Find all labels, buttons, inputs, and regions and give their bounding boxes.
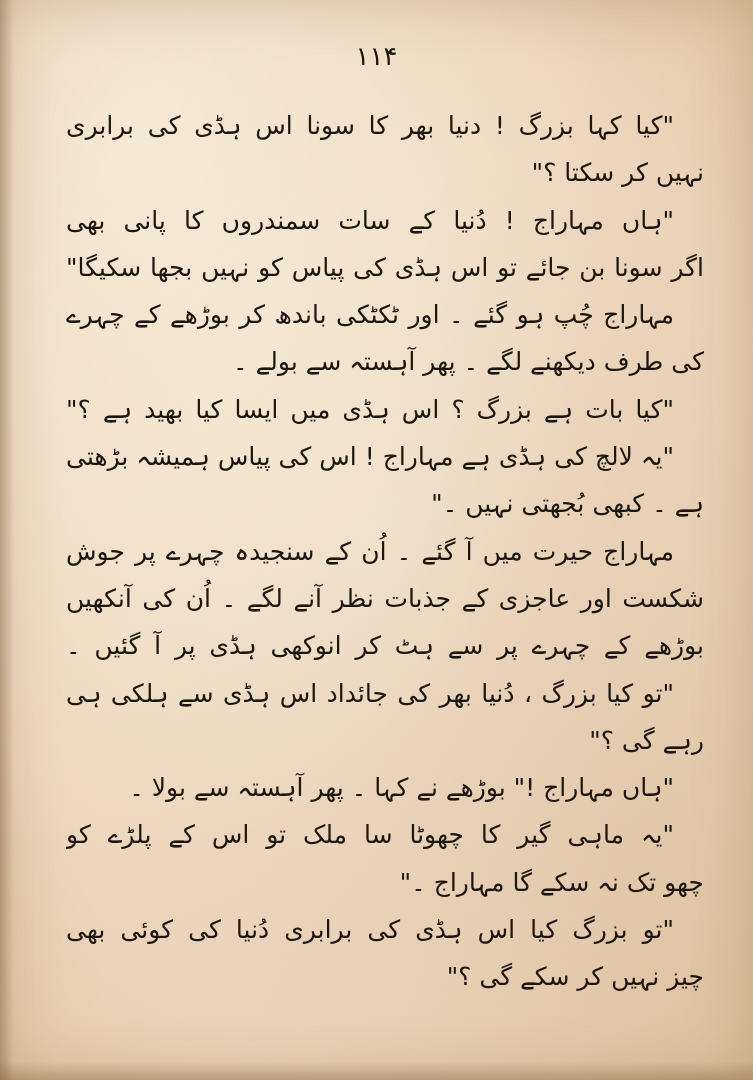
- text-body: [66, 102, 704, 1001]
- text-line: "ہاں مہاراج ! دُنیا کے سات سمندروں کا پانی بھی: [66, 205, 674, 235]
- text-line: اگر سونا بن جائے تو اس ہڈی کی پیاس کو نہیں بجھا سکیگا": [66, 252, 704, 282]
- text-line: چیز نہیں کر سکے گی ؟": [446, 962, 704, 992]
- text-line: "یہ ماہی گیر کا چھوٹا سا ملک تو اس کے پلڑے کو: [66, 820, 674, 850]
- text-line: کی طرف دیکھنے لگے ۔ پھر آہستہ سے بولے ۔: [233, 347, 704, 377]
- text-line: "ہاں مہاراج !" بوڑھے نے کہا ۔ پھر آہستہ سے بولا ۔: [129, 773, 674, 803]
- text-line: نہیں کر سکتا ؟": [531, 158, 704, 188]
- text-line: بوڑھے کے چہرے پر سے ہٹ کر انوکھی ہڈی پر آ گئیں ۔: [66, 631, 704, 661]
- text-line: چھو تک نہ سکے گا مہاراج ۔": [399, 867, 704, 897]
- page-bottom-shadow: [0, 1062, 753, 1080]
- text-line: مہاراج چُپ ہو گئے ۔ اور ٹکٹکی باندھ کر بوڑھے کے چہرے: [66, 300, 674, 330]
- text-line: "کیا کہا بزرگ ! دنیا بھر کا سونا اس ہڈی کی برابری: [66, 111, 674, 140]
- text-line: شکست اور عاجزی کے جذبات نظر آنے لگے ۔ اُن کی آنکھیں: [66, 583, 704, 613]
- text-line: ہے ۔ کبھی بُجھتی نہیں ۔": [431, 489, 704, 519]
- text-line: "کیا بات ہے بزرگ ؟ اس ہڈی میں ایسا کیا بھید ہے ؟": [66, 394, 674, 424]
- text-line: "تو بزرگ کیا اس ہڈی کی برابری دُنیا کی کوئی بھی: [66, 915, 674, 945]
- text-line: مہاراج حیرت میں آ گئے ۔ اُن کے سنجیدہ چہرے پر جوش: [66, 536, 674, 566]
- text-line: رہے گی ؟": [589, 725, 704, 755]
- page-number: ۱۱۴: [355, 42, 398, 72]
- text-line: "یہ لالچ کی ہڈی ہے مہاراج ! اس کی پیاس ہمیشہ بڑھتی: [66, 442, 674, 472]
- text-line: "تو کیا بزرگ ، دُنیا بھر کی جائداد اس ہڈی سے ہلکی ہی: [66, 678, 674, 708]
- page-edge-shadow: [0, 0, 14, 1080]
